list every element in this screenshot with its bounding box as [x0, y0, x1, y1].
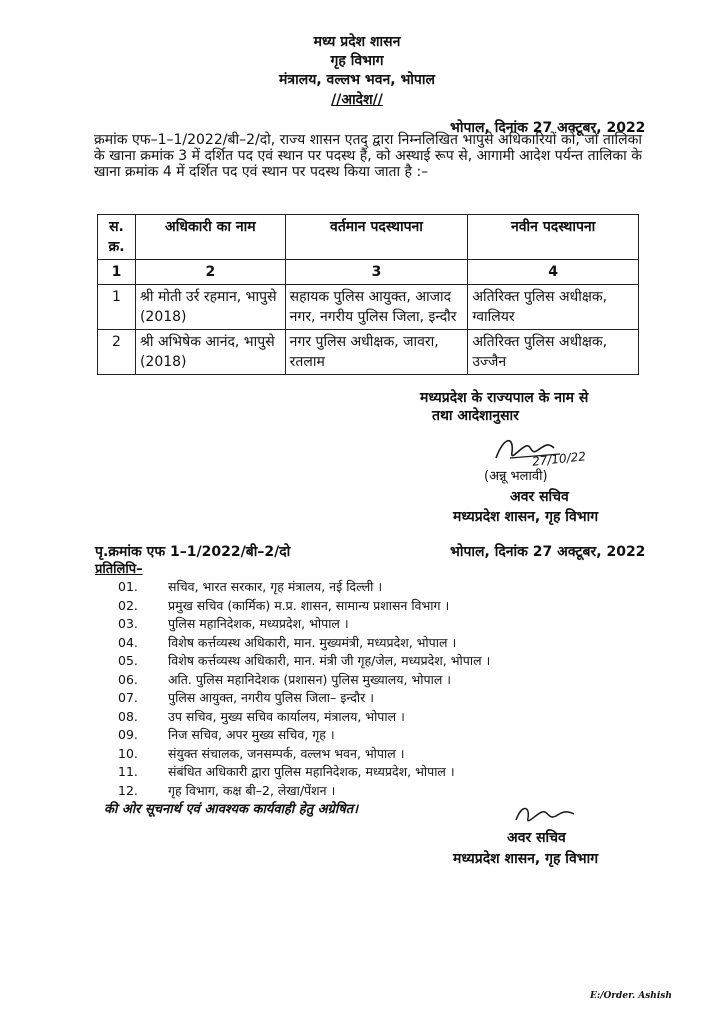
file-reference-tag: E:/Order. Ashish [590, 991, 672, 1001]
by-order-line: तथा आदेशानुसार [432, 408, 519, 424]
list-item-number: 08. [118, 708, 138, 724]
list-item [118, 763, 490, 782]
list-item-text: संबंधित अधिकारी द्वारा पुलिस महानिदेशक, मध्यप्रदेश, भोपाल । [168, 764, 455, 779]
list-item-text: प्रमुख सचिव (कार्मिक) म.प्र. शासन, सामान्य प्रशासन विभाग । [168, 597, 450, 613]
row-new-posting: अतिरिक्त पुलिस अधीक्षक, उज्जैन [468, 330, 639, 375]
signatory-name: (अन्नू भलावी) [484, 469, 548, 484]
col-number: 4 [468, 260, 639, 285]
order-heading: //आदेश// [331, 92, 383, 108]
col-number: 2 [135, 260, 285, 285]
col-header-new: नवीन पदस्थापना [468, 215, 639, 260]
list-item-number: 03. [118, 616, 138, 631]
list-item [118, 689, 490, 708]
list-item-text: पुलिस महानिदेशक, मध्यप्रदेश, भोपाल । [168, 616, 349, 631]
list-item-number: 11. [118, 764, 138, 779]
list-item-text: अति. पुलिस महानिदेशक (प्रशासन) पुलिस मुख्यालय, भोपाल । [168, 671, 452, 687]
list-item-text: निज सचिव, अपर मुख्य सचिव, गृह । [168, 727, 335, 742]
list-item [118, 671, 490, 690]
row-current-posting: सहायक पुलिस आयुक्त, आजाद नगर, नगरीय पुलिस जिला, इन्दौर [285, 285, 468, 330]
transfer-table [97, 214, 639, 375]
list-item [118, 745, 490, 764]
list-item-text: गृह विभाग, कक्ष बी–2, लेखा/पेंशन । [168, 782, 336, 798]
table-row [98, 285, 639, 330]
forwarding-note: की ओर सूचनार्थ एवं आवश्यक कार्यवाही हेतु अग्रेषित। [104, 802, 359, 817]
copy-recipient-list [118, 578, 490, 800]
list-item [118, 578, 490, 597]
row-current-posting: नगर पुलिस अधीक्षक, जावरा, रतलाम [285, 330, 468, 375]
table-header-row [98, 215, 639, 260]
table-column-number-row [98, 260, 639, 285]
copy-reference-number: पृ.क्रमांक एफ 1–1/2022/बी–2/दो [95, 544, 291, 560]
list-item-text: सचिव, भारत सरकार, गृह मंत्रालय, नई दिल्ली । [168, 579, 383, 594]
list-item [118, 708, 490, 727]
col-number: 3 [285, 260, 468, 285]
list-item [118, 615, 490, 634]
col-header-sno: स. क्र. [98, 215, 136, 260]
list-item-number: 04. [118, 634, 138, 650]
copy-date: भोपाल, दिनांक 27 अक्टूबर, 2022 [450, 544, 646, 560]
copy-to-label: प्रतिलिपि– [95, 562, 143, 577]
list-item-number: 09. [118, 727, 138, 742]
order-body-paragraph: क्रमांक एफ–1–1/2022/बी–2/दो, राज्य शासन एतद् द्वारा निम्नलिखित भापुसे अधिकारियों को, जो तालिका के खाना क्रमांक 3 में दर्शित पद एवं स्थान पर पदस्थ हैं, को अस्थाई रूप से, आगामी आदेश पर्यन्त तालिका के खाना क्रमांक 4 में दर्शित पद एवं स्थान पर पदस्थ किया जाता है :– [94, 132, 642, 180]
list-item-number: 06. [118, 671, 138, 687]
row-officer-name: श्री मोती उर्र रहमान, भापुसे (2018) [135, 285, 285, 330]
list-item-text: उप सचिव, मुख्य सचिव कार्यालय, मंत्रालय, भोपाल । [168, 708, 405, 724]
list-item-number: 12. [118, 782, 138, 798]
list-item-number: 05. [118, 653, 138, 668]
order-date: भोपाल, दिनांक 27 अक्टूबर, 2022 [450, 120, 646, 136]
list-item [118, 634, 490, 653]
list-item-text: संयुक्त संचालक, जनसम्पर्क, वल्लभ भवन, भोपाल । [168, 745, 405, 761]
col-header-name: अधिकारी का नाम [135, 215, 285, 260]
list-item-number: 10. [118, 745, 138, 761]
signatory-title: अवर सचिव [510, 489, 569, 505]
list-item-number: 01. [118, 579, 138, 594]
signatory2-title: अवर सचिव [507, 830, 566, 846]
signatory-department: मध्यप्रदेश शासन, गृह विभाग [453, 509, 599, 525]
row-sno: 1 [98, 285, 136, 330]
governor-line: मध्यप्रदेश के राज्यपाल के नाम से [420, 390, 589, 406]
department-name: गृह विभाग [330, 53, 384, 69]
table-row [98, 330, 639, 375]
list-item [118, 597, 490, 616]
signatory2-department: मध्यप्रदेश शासन, गृह विभाग [453, 851, 599, 867]
list-item-text: विशेष कर्त्तव्यस्थ अधिकारी, मान. मंत्री जी गृह/जेल, मध्यप्रदेश, भोपाल । [168, 653, 491, 668]
list-item [118, 726, 490, 745]
list-item-number: 02. [118, 597, 138, 613]
col-header-current: वर्तमान पदस्थापना [285, 215, 468, 260]
signature-date: 27/10/22 [531, 449, 587, 469]
row-officer-name: श्री अभिषेक आनंद, भापुसे (2018) [135, 330, 285, 375]
signature-scribble [512, 800, 582, 830]
list-item [118, 652, 490, 671]
row-sno: 2 [98, 330, 136, 375]
list-item [118, 782, 490, 801]
office-address: मंत्रालय, वल्लभ भवन, भोपाल [279, 72, 435, 88]
row-new-posting: अतिरिक्त पुलिस अधीक्षक, ग्वालियर [468, 285, 639, 330]
govt-name: मध्य प्रदेश शासन [313, 34, 401, 50]
list-item-text: पुलिस आयुक्त, नगरीय पुलिस जिला– इन्दौर । [168, 690, 374, 705]
list-item-number: 07. [118, 690, 138, 705]
list-item-text: विशेष कर्त्तव्यस्थ अधिकारी, मान. मुख्यमंत्री, मध्यप्रदेश, भोपाल । [168, 634, 457, 650]
col-number: 1 [98, 260, 136, 285]
